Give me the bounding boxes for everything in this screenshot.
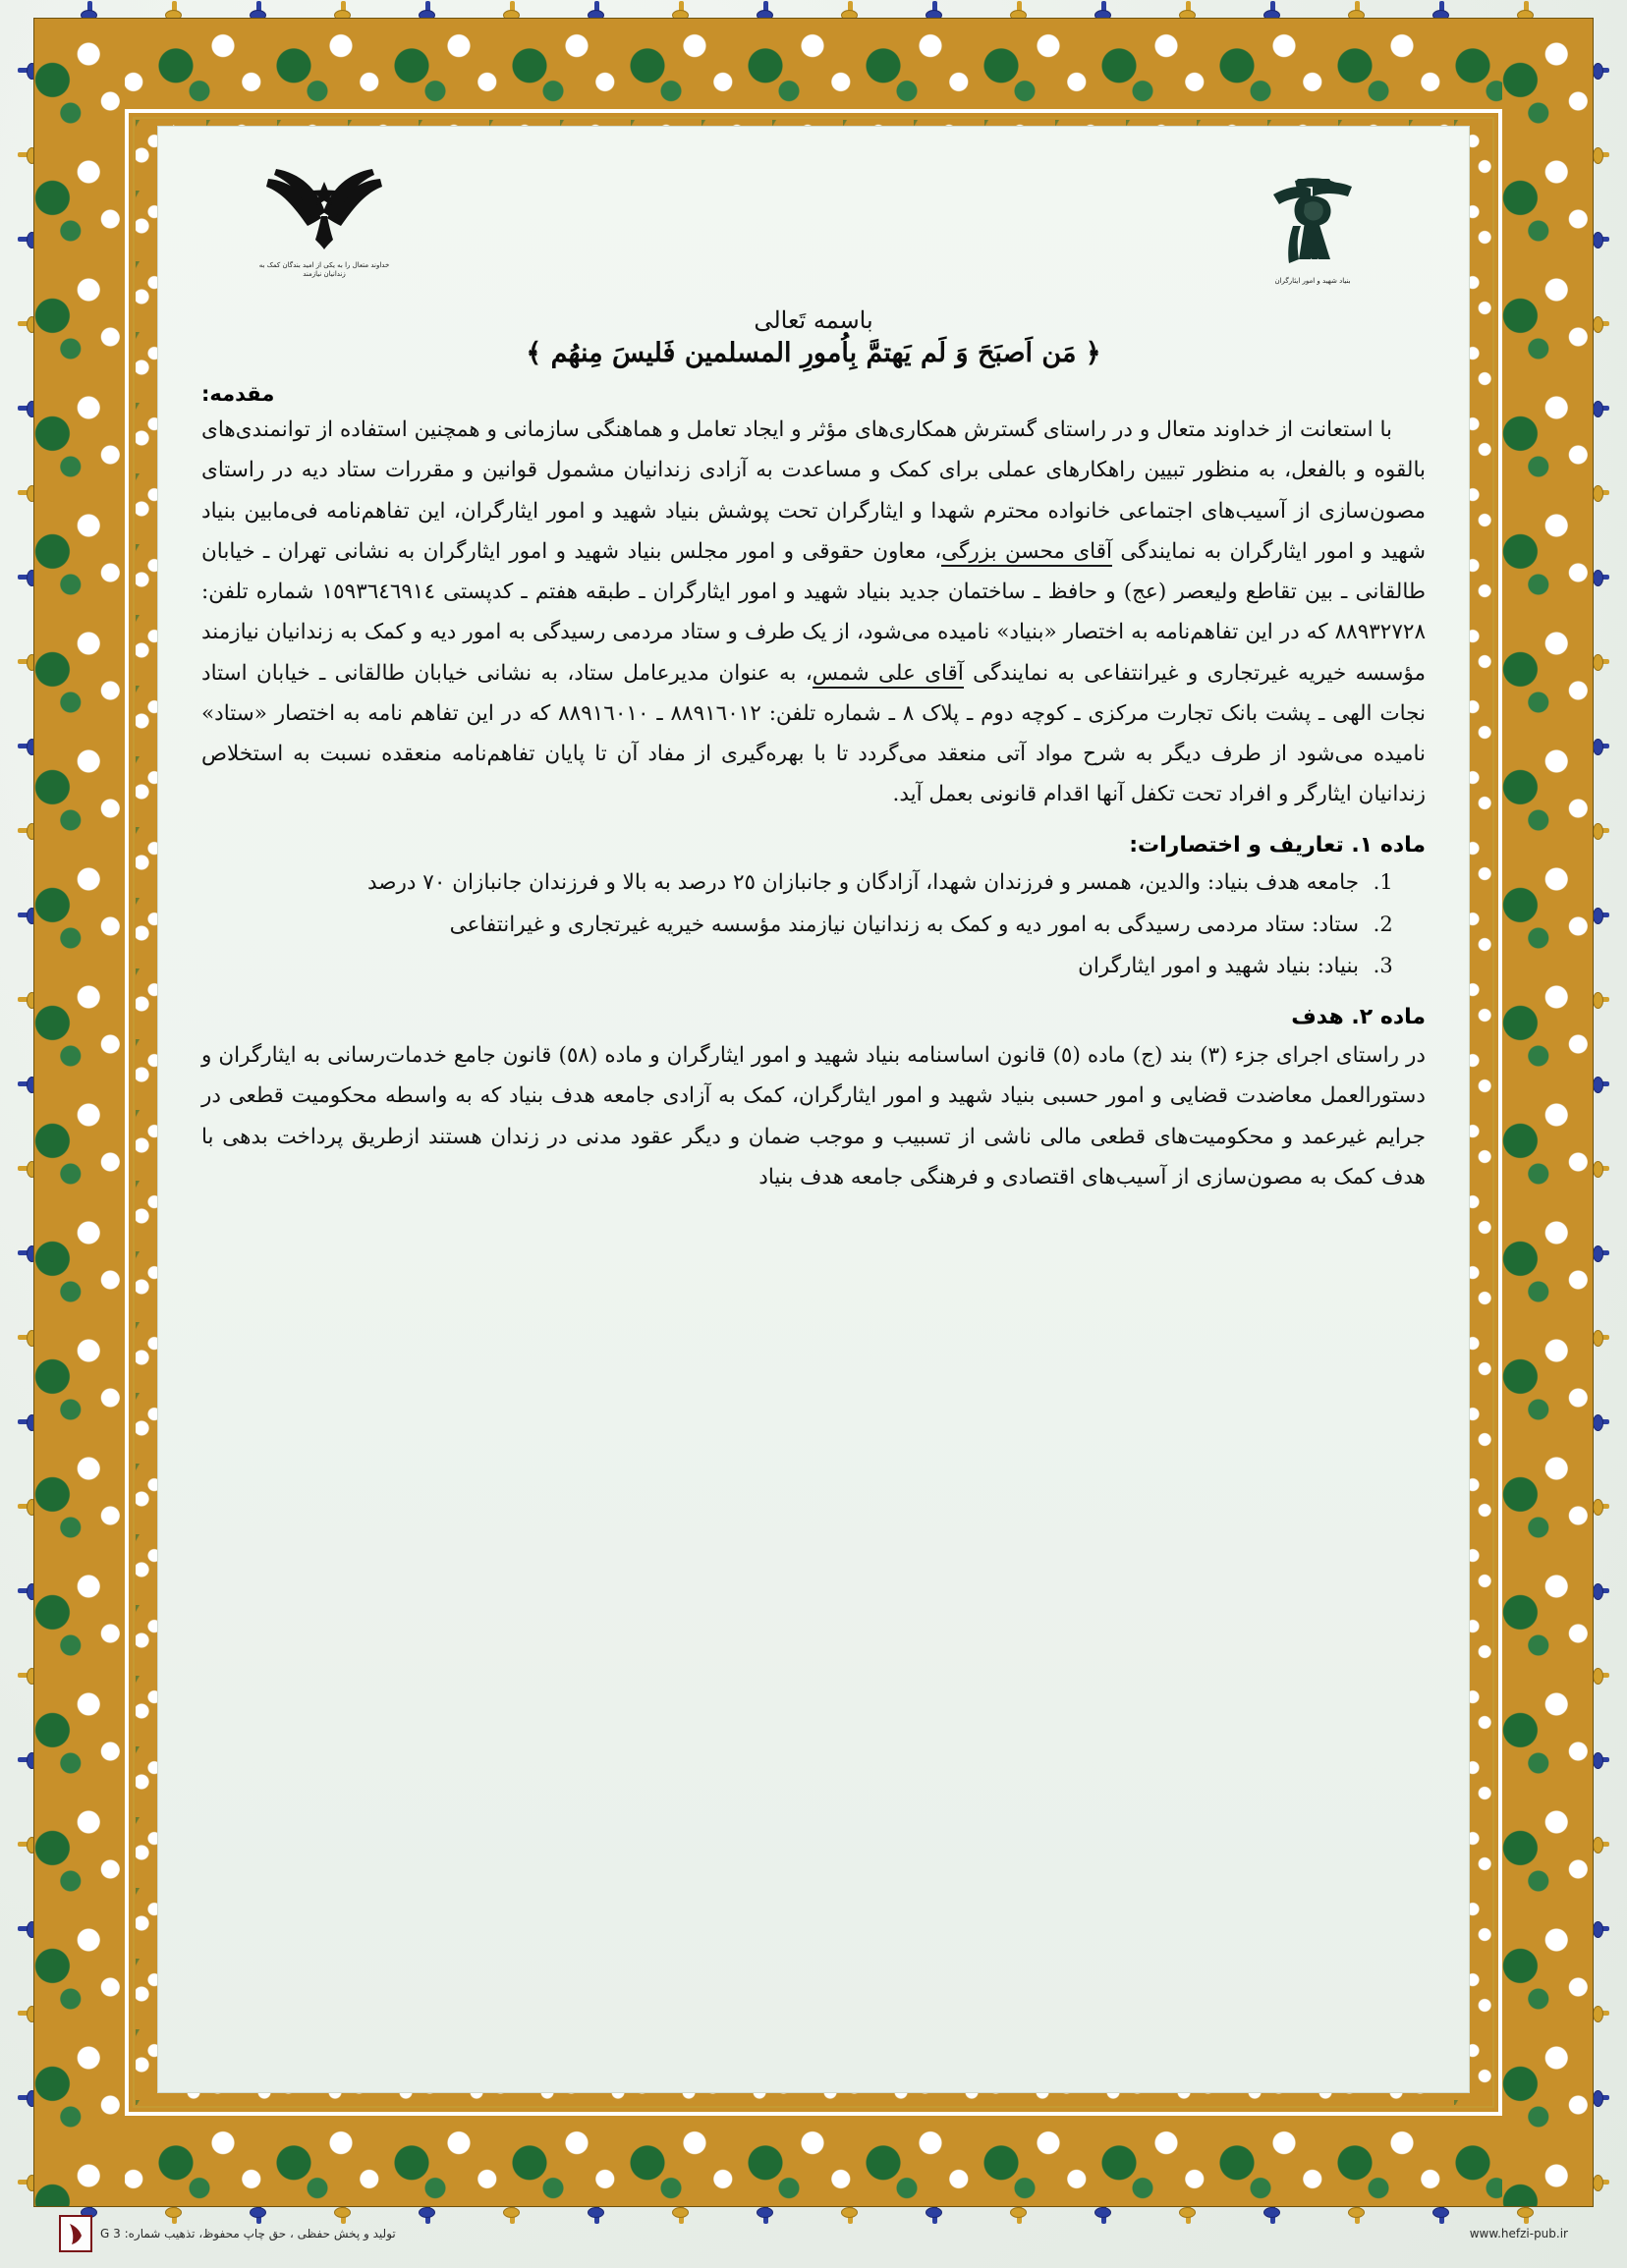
logo-left-caption: خداوند متعال را به یکی از امید بندگان کمک به زندانیان نیازمند [258,261,390,278]
logo-right-caption: بنیاد شهید و امور ایثارگران [1274,277,1351,285]
wings-emblem-icon [260,165,388,259]
phone-number-bonyad: ٨٨٩٣٢٧٢٨ [1334,620,1426,645]
signatory-name-2: آقای علی شمس [813,661,964,689]
list-item: 1. جامعه هدف بنیاد: والدین، همسر و فرزندان شهدا، آزادگان و جانبازان ٢٥ درصد به بالا و فرزندان جانبازان ٧٠ درصد [201,863,1367,904]
document-content [201,165,1426,1197]
publisher-stamp-icon [59,2215,92,2252]
article-2-title: ماده ٢. هدف [1291,1005,1426,1030]
intro-text-3: شماره تلفن: [201,580,322,605]
article-1-title: ماده ١. تعاریف و اختصارات: [1129,832,1426,857]
intro-label: مقدمه: [201,382,275,406]
border-motif-top [34,19,1593,109]
intro-text-6: که در این تفاهم نامه به اختصار «ستاد» نامیده می‌شود از طرف دیگر به شرح مواد آتی منعقد می‌گردد تا با بهره‌گیری از مفاد آن تا پایان تفاهم‌نامه منعقده نسبت به استخلاص زندانیان ایثارگر و افراد تحت تکفل آنها اقدام قانونی بعمل آید. [201,700,1426,807]
credit-text: تولید و پخش حفظی ، حق چاپ محفوظ، تذهیب شماره: G 3 [100,2227,396,2240]
border-motif-bottom [34,2116,1593,2206]
article-1-list [201,863,1392,988]
intro-text-5: ، به عنوان مدیرعامل ستاد، به نشانی خیابان طالقانی ـ خیابان استاد نجات الهی ـ پشت بانک تجارت مرکزی ـ کوچه دوم ـ پلاک ٨ ـ شماره تلفن: [201,660,1427,726]
publisher-website[interactable]: www.hefzi-pub.ir [1469,2227,1568,2240]
border-motif-left [34,19,125,2206]
list-item: 3. بنیاد: بنیاد شهید و امور ایثارگران [201,947,1367,987]
list-item: 2. ستاد: ستاد مردمی رسیدگی به امور دیه و کمک به زندانیان نیازمند مؤسسه خیریه غیرتجاری و غیرانتفاعی [201,906,1367,946]
phone-number-setad: ٨٨٩١٦٠١٢ ـ ٨٨٩١٦٠١٠ [558,700,761,726]
page-footer [59,2213,1568,2254]
border-motif-right [1502,19,1593,2206]
logo-row [201,165,1426,312]
postal-code: ١٥٩٣٦٤٦٩١٤ [321,580,436,605]
intro-paragraph [201,410,1426,815]
signatory-name-1: آقای محسن بزرگی [941,539,1112,567]
martyr-foundation-emblem-icon [1254,165,1372,275]
article-2-paragraph: در راستای اجرای جزء (٣) بند (ج) ماده (٥) قانون اساسنامه بنیاد شهید و امور ایثارگران و ماده (٥٨) قانون جامع خدمات‌رسانی به ایثارگران و دستورالعمل معاضدت قضایی و امور حسبی بنیاد شهید و امور ایثارگران، کمک به آزادی جامعه هدف بنیاد که به واسطه محکومیت قطعی در جرایم غیرعمد و محکومیت‌های قطعی مالی ناشی از تسبیب و موجب ضمان و دیگر عقود مدنی در زندان هستند ازطریق پرداخت بدهی با هدف کمک به مصون‌سازی از آسیب‌های اقتصادی و فرهنگی جامعه هدف بنیاد [201,1043,1426,1189]
intro-text-1: با استعانت از خداوند متعال و در راستای گسترش همکاری‌های مؤثر و ایجاد تعامل و هماهنگی سازمانی و همچنین استفاده از توانمندی‌های بالقوه و بالفعل، به منظور تبیین راهکارهای عملی برای کمک و مساعدت به آزادی زندانیان مشمول قوانین و مقررات ستاد دیه در راستای مصون‌سازی از آسیب‌های اجتماعی خانواده محترم شهدا و ایثارگران تحت پوشش بنیاد شهید و امور ایثارگران، این تفاهم‌نامه فی‌مابین بنیاد شهید و امور ایثارگران به نمایندگی [201,417,1427,564]
hadith-quote: ﴿ مَن اَصبَحَ وَ لَم یَهتمَّ بِاُمورِ المسلمین فَلیسَ مِنهُم ﴾ [526,338,1101,368]
logo-bonyad-shahid [1239,165,1386,303]
intro-text-2: ، معاون حقوقی و امور مجلس بنیاد شهید و امور ایثارگران به نشانی تهران ـ خیابان طالقانی ـ بین تقاطع ولیعصر (عج) و حافظ ـ ساختمان جدید بنیاد شهید و امور ایثارگران ـ طبقه هفتم ـ کدپستی [201,538,1426,605]
logo-setad-diye [251,165,398,303]
intro-text-4: که در این تفاهم‌نامه به اختصار «بنیاد» نامیده می‌شود، از یک طرف و ستاد مردمی رسیدگی به امور دیه و کمک به زندانیان نیازمند مؤسسه خیریه غیرتجاری و غیرانتفاعی به نمایندگی [201,620,1426,686]
publisher-credit [59,2215,396,2252]
basmala-calligraphy: باسمه تَعالی [754,306,873,334]
